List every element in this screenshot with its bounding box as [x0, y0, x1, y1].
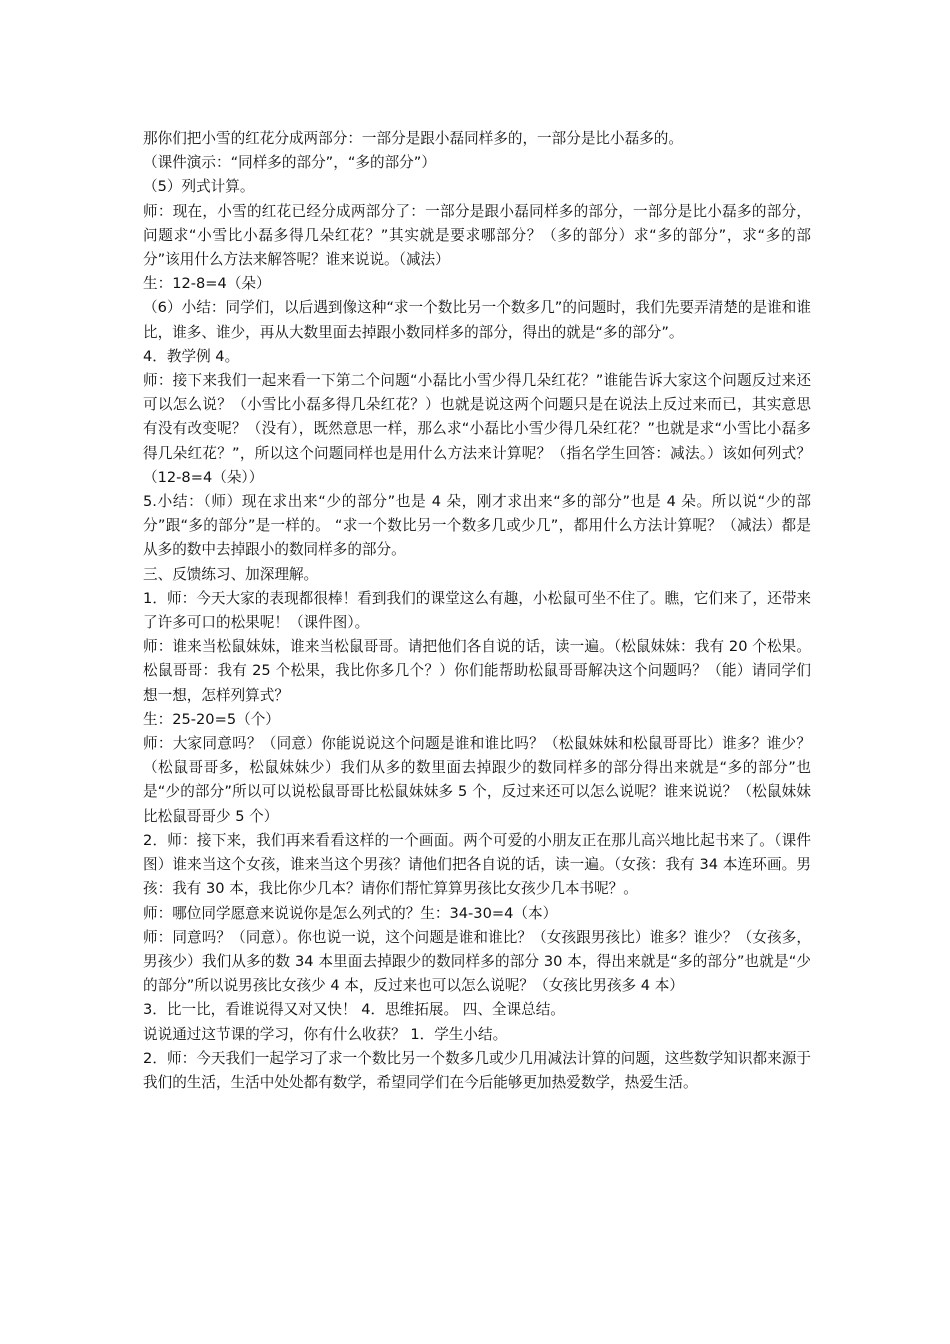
paragraph: 5.小结：（师）现在求出来“少的部分”也是 4 朵，刚才求出来“多的部分”也是 4 朵。所以说“少的部分”跟“多的部分”是一样的。 “求一个数比另一个数多几或少几”，都用什么方法计算呢？（减法）都是从多的数中去掉跟小的数同样多的部分。 [143, 493, 811, 559]
paragraph: 3．比一比，看谁说得又对又快！ 4．思维拓展。 四、全课总结。 [143, 1001, 565, 1019]
paragraph: 生：12-8=4（朵） [143, 275, 271, 293]
paragraph: 生：25-20=5（个） [143, 710, 280, 728]
paragraph: 2．师：今天我们一起学习了求一个数比另一个数多几或少几用减法计算的问题，这些数学知识都来源于我们的生活，生活中处处都有数学，希望同学们在今后能够更加热爱数学，热爱生活。 [143, 1049, 811, 1091]
paragraph: （5）列式计算。 [143, 178, 255, 196]
paragraph: （课件演示：“同样多的部分”，“多的部分”） [143, 154, 436, 172]
section-heading: 三、反馈练习、加深理解。 [143, 565, 319, 583]
paragraph: 师：同意吗？（同意）。你也说一说，这个问题是谁和谁比？（女孩跟男孩比）谁多？谁少？（女孩多，男孩少）我们从多的数 34 本里面去掉跟少的数同样多的部分 30 本，得出来就是“多的部分”也就是“少的部分”所以说男孩比女孩少 4 本，反过来也可以怎么说呢？（女孩比男孩多 4 本） [143, 928, 811, 995]
paragraph: 那你们把小雪的红花分成两部分：一部分是跟小磊同样多的，一部分是比小磊多的。 [143, 130, 683, 147]
document-page [143, 127, 811, 1095]
paragraph: 说说通过这节课的学习，你有什么收获？ 1．学生小结。 [143, 1025, 508, 1043]
paragraph: 1．师：今天大家的表现都很棒！看到我们的课堂这么有趣，小松鼠可坐不住了。瞧，它们来了，还带来了许多可口的松果呢！（课件图）。 [143, 589, 811, 632]
paragraph: 师：大家同意吗？（同意）你能说说这个问题是谁和谁比吗？（松鼠妹妹和松鼠哥哥比）谁多？谁少？（松鼠哥哥多，松鼠妹妹少）我们从多的数里面去掉跟少的数同样多的部分得出来就是“多的部分”也是“少的部分”所以可以说松鼠哥哥比松鼠妹妹多 5 个，反过来还可以怎么说呢？谁来说说？（松鼠妹妹比松鼠哥哥少 5 个） [143, 735, 811, 825]
paragraph: 2．师：接下来，我们再来看看这样的一个画面。两个可爱的小朋友正在那儿高兴地比起书来了。（课件图）谁来当这个女孩，谁来当这个男孩？请他们把各自说的话，读一遍。（女孩：我有 34 本连环画。男孩：我有 30 本，我比你少几本？请你们帮忙算算男孩比女孩少几本书呢？。 [143, 831, 811, 898]
paragraph: 师：谁来当松鼠妹妹，谁来当松鼠哥哥。请把他们各自说的话，读一遍。（松鼠妹妹：我有 20 个松果。松鼠哥哥：我有 25 个松果，我比你多几个？）你们能帮助松鼠哥哥解决这个问题吗？（能）请同学们想一想，怎样列算式？ [143, 638, 811, 704]
paragraph: 师：哪位同学愿意来说说你是怎么列式的？生：34-30=4（本） [143, 904, 558, 922]
paragraph: 师：现在，小雪的红花已经分成两部分了：一部分是跟小磊同样多的部分，一部分是比小磊多的部分，问题求“小雪比小磊多得几朵红花？”其实就是要求哪部分？（多的部分）求“多的部分”，求“多的部分”该用什么方法来解答呢？谁来说说。（减法） [143, 202, 811, 269]
paragraph: 4．教学例 4。 [143, 347, 240, 365]
paragraph: （6）小结：同学们，以后遇到像这种“求一个数比另一个数多几”的问题时，我们先要弄清楚的是谁和谁比，谁多、谁少，再从大数里面去掉跟小数同样多的部分，得出的就是“多的部分”。 [143, 299, 811, 341]
paragraph: 师：接下来我们一起来看一下第二个问题“小磊比小雪少得几朵红花？”谁能告诉大家这个问题反过来还可以怎么说？（小雪比小磊多得几朵红花？）也就是说这两个问题只是在说法上反过来而已，其实意思有没有改变呢？（没有），既然意思一样，那么求“小磊比小雪少得几朵红花？”也就是求“小雪比小磊多得几朵红花？”，所以这个问题同样也是用什么方法来计算呢？（指名学生回答：减法。）该如何列式？（12-8=4（朵）） [143, 372, 811, 486]
